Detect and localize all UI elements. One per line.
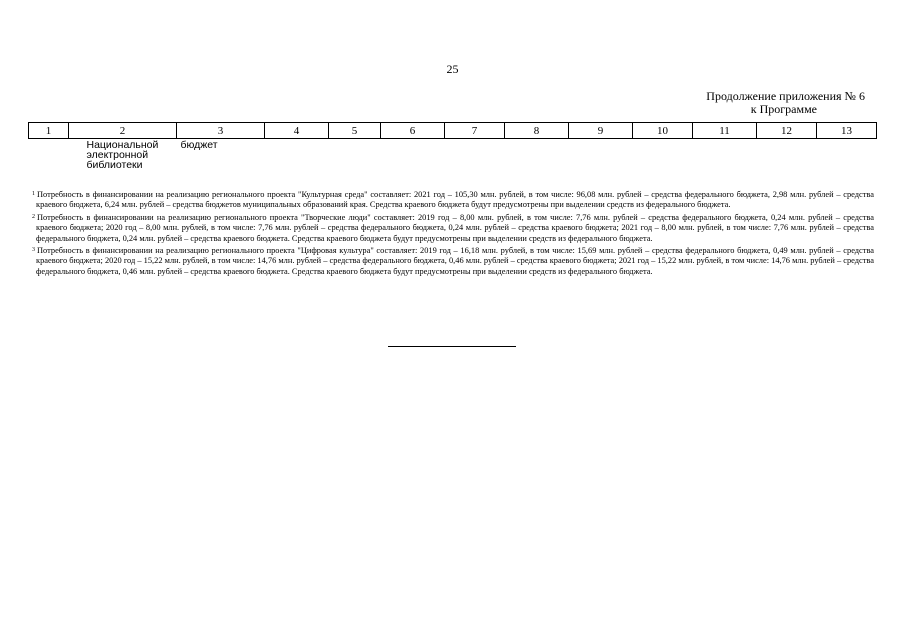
table-cell <box>329 139 381 171</box>
header-cell: 6 <box>381 123 445 139</box>
table-cell <box>381 139 445 171</box>
header-cell: 8 <box>505 123 569 139</box>
header-cell: 12 <box>757 123 817 139</box>
table-cell-name <box>69 139 177 171</box>
end-divider <box>388 346 516 347</box>
header-cell: 9 <box>569 123 633 139</box>
header-cell: 10 <box>633 123 693 139</box>
table-cell <box>569 139 633 171</box>
name-line: электронной <box>86 149 149 161</box>
footnotes <box>32 190 874 279</box>
footnote-2 <box>32 212 874 244</box>
header-cell: 7 <box>445 123 505 139</box>
table-cell <box>817 139 877 171</box>
table-row <box>29 139 877 171</box>
header-cell: 5 <box>329 123 381 139</box>
header-cell: 1 <box>29 123 69 139</box>
header-cell: 4 <box>265 123 329 139</box>
name-line: библиотеки <box>86 159 143 171</box>
header-cell: 2 <box>69 123 177 139</box>
footnote-mark: 2 <box>32 213 35 220</box>
appendix-title: Продолжение приложения № 6 <box>706 89 865 103</box>
table-cell <box>29 139 69 171</box>
footnote-mark: 3 <box>32 247 35 254</box>
footnote-text: Потребность в финансировании на реализацию регионального проекта "Цифровая культура" составляет: 2019 год – 16,18 млн. рублей, в том числе: 15,69 млн. рублей – средства федерального бюджета, 0,49 млн. рублей – средства краевого бюджета; 2020 год – 15,22 млн. рублей, в том числе: 14,76 млн. рублей – средства федерального бюджета, 0,46 млн. рублей – средства краевого бюджета; 2021 год – 15,22 млн. рублей, в том числе: 14,76 млн. рублей – средства федерального бюджета, 0,46 млн. рублей – средства краевого бюджета. Средства краевого бюджета будут предусмотрены при выделении средств из федерального бюджета. <box>36 246 874 276</box>
table-cell <box>505 139 569 171</box>
table-cell <box>757 139 817 171</box>
footnote-mark: 1 <box>32 191 35 197</box>
header-cell: 11 <box>693 123 757 139</box>
header-cell: 13 <box>817 123 877 139</box>
table-cell <box>633 139 693 171</box>
table-cell <box>265 139 329 171</box>
program-table <box>28 122 877 170</box>
table-cell-source: бюджет <box>180 139 218 151</box>
footnote-text: Потребность в финансировании на реализацию регионального проекта "Культурная среда" составляет: 2021 год – 105,30 млн. рублей, в том числе: 96,08 млн. рублей – средства федерального бюджета, 2,98 млн. рублей – средства краевого бюджета, 6,24 млн. рублей – средства бюджетов муниципальных образований края. Средства краевого бюджета будут предусмотрены при выделении средств из федерального бюджета. <box>36 190 874 210</box>
table-cell <box>693 139 757 171</box>
footnote-1 <box>32 190 874 211</box>
page-number: 25 <box>446 62 459 76</box>
appendix-heading <box>706 90 865 116</box>
table-header-row <box>29 123 877 139</box>
name-line: Национальной <box>86 139 159 151</box>
appendix-subtitle: к Программе <box>750 102 817 116</box>
footnote-3 <box>32 246 874 277</box>
header-cell: 3 <box>177 123 265 139</box>
table-cell <box>445 139 505 171</box>
footnote-text: Потребность в финансировании на реализацию регионального проекта "Творческие люди" составляет: 2019 год – 8,00 млн. рублей, в том числе: 7,76 млн. рублей – средства федерального бюджета, 0,24 млн. рублей – средства краевого бюджета; 2020 год – 8,00 млн. рублей, в том числе: 7,76 млн. рублей – средства федерального бюджета, 0,24 млн. рублей – средства краевого бюджета; 2021 год – 8,00 млн. рублей, в том числе: 7,76 млн. рублей – средства федерального бюджета, 0,24 млн. рублей – средства краевого бюджета. Средства краевого бюджета будут предусмотрены при выделении средств из федерального бюджета. <box>36 212 874 243</box>
